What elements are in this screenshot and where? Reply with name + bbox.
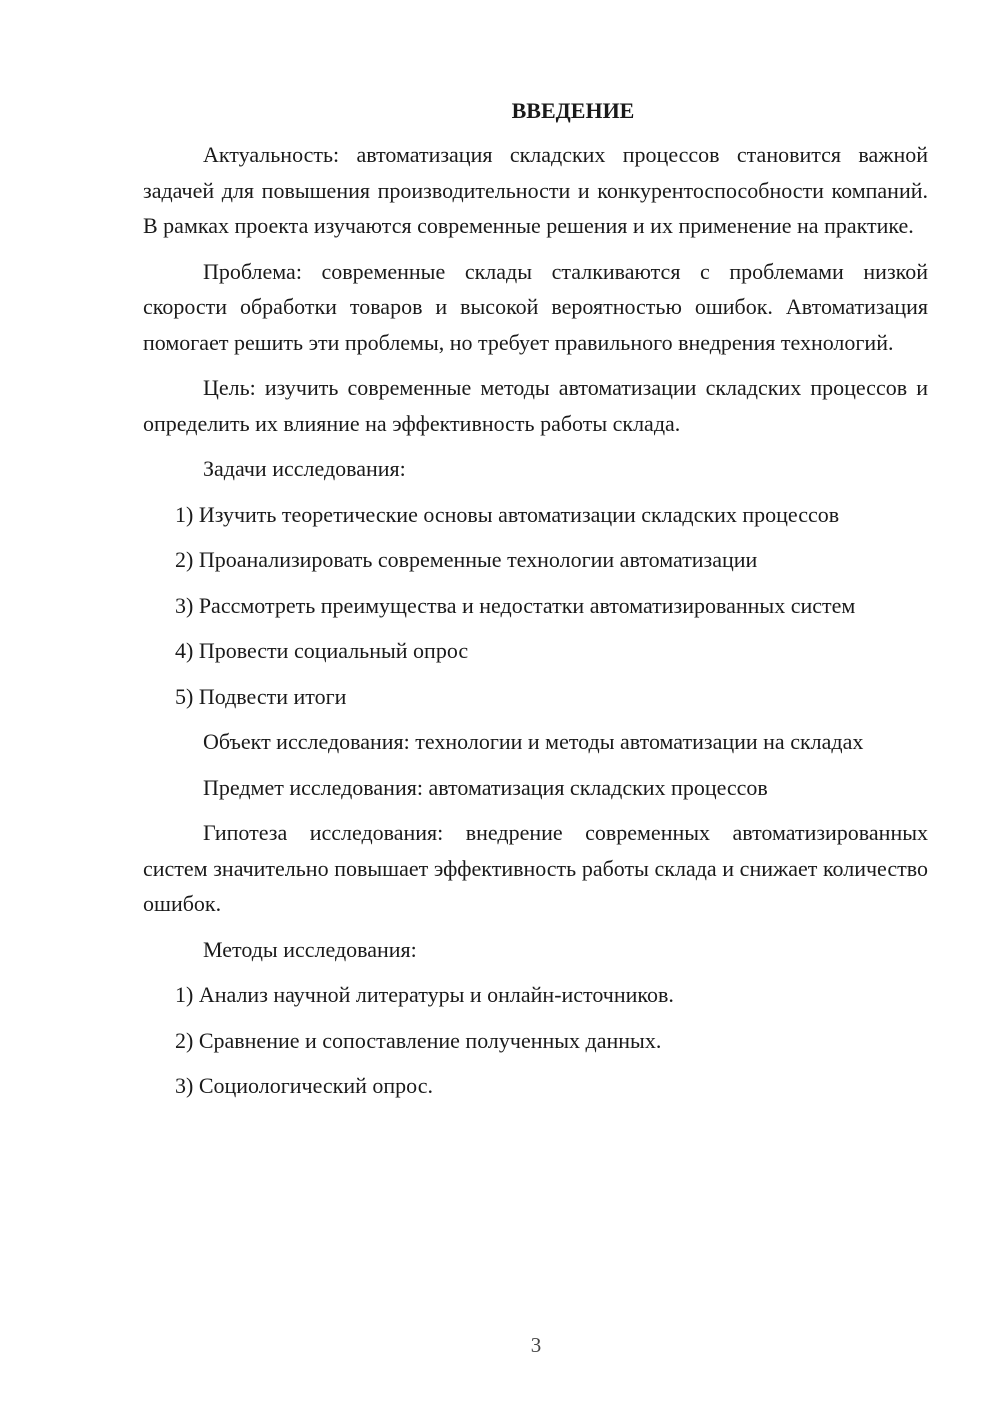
task-item-1: 1) Изучить теоретические основы автоматизации складских процессов: [175, 501, 840, 527]
hypothesis-paragraph: Гипотеза исследования: внедрение современных автоматизированных систем значительно повышает эффективность работы склада и снижает количество ошибок.: [143, 820, 928, 916]
page-number: 3: [530, 1333, 542, 1357]
task-item-3: 3) Рассмотреть преимущества и недостатки автоматизированных систем: [175, 592, 856, 618]
page-content: [143, 96, 928, 1114]
task-item-2: 2) Проанализировать современные технологии автоматизации: [175, 547, 758, 572]
method-item-2: 2) Сравнение и сопоставление полученных данных.: [175, 1027, 662, 1053]
tasks-heading: Задачи исследования:: [203, 456, 406, 481]
task-item-4: 4) Провести социальный опрос: [175, 638, 469, 663]
methods-heading: Методы исследования:: [203, 936, 417, 962]
problem-paragraph: Проблема: современные склады сталкиваются с проблемами низкой скорости обработки товаров и высокой вероятностью ошибок. Автоматизация помогает решить эти проблемы, но требует правильного внедрения технологий.: [143, 258, 928, 355]
task-item-5: 5) Подвести итоги: [175, 683, 347, 709]
method-item-1: 1) Анализ научной литературы и онлайн-источников.: [175, 982, 674, 1007]
object-paragraph: Объект исследования: технологии и методы автоматизации на складах: [203, 729, 864, 754]
section-title: ВВЕДЕНИЕ: [511, 98, 635, 123]
method-item-3: 3) Социологический опрос.: [175, 1073, 433, 1098]
subject-paragraph: Предмет исследования: автоматизация складских процессов: [203, 774, 768, 800]
goal-paragraph: Цель: изучить современные методы автоматизации складских процессов и определить их влияние на эффективность работы склада.: [143, 375, 928, 436]
relevance-paragraph: Актуальность: автоматизация складских процессов становится важной задачей для повышения производительности и конкурентоспособности компаний. В рамках проекта изучаются современные решения и их применение на практике.: [143, 142, 928, 238]
